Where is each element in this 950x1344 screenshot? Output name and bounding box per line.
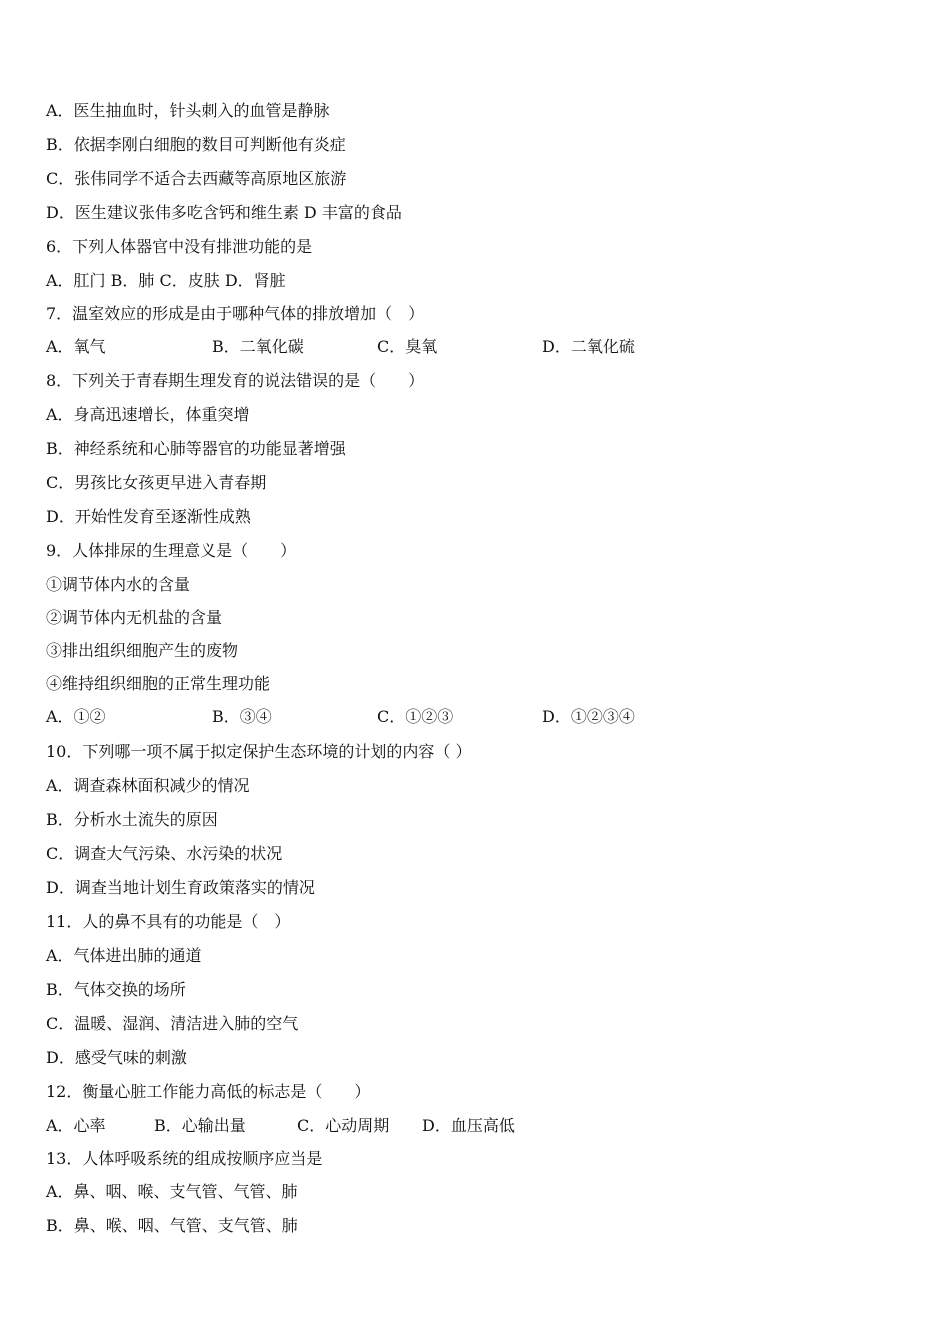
q12-option-d: D．血压高低 [422,1116,515,1135]
q8-option-c: C．男孩比女孩更早进入青春期 [46,473,267,492]
q5-option-b: B．依据李刚白细胞的数目可判断他有炎症 [46,135,346,154]
q6-stem: 6．下列人体器官中没有排泄功能的是 [46,237,313,256]
q12-options [46,1113,906,1139]
q7-options [46,334,906,360]
q9-statement-4: ④维持组织细胞的正常生理功能 [46,674,271,693]
q13-option-a: A．鼻、咽、喉、支气管、气管、肺 [46,1182,298,1201]
q10-option-a: A．调查森林面积减少的情况 [46,776,250,795]
q5-option-d: D．医生建议张伟多吃含钙和维生素 D 丰富的食品 [46,203,402,222]
q10-option-d: D．调查当地计划生育政策落实的情况 [46,878,315,897]
q11-option-b: B．气体交换的场所 [46,980,186,999]
q10-option-b: B．分析水土流失的原因 [46,810,218,829]
q9-option-d: D．①②③④ [542,707,635,726]
q9-statement-1: ①调节体内水的含量 [46,575,191,594]
q11-option-d: D．感受气味的刺激 [46,1048,187,1067]
q9-option-b: B．③④ [212,707,272,726]
q12-stem: 12．衡量心脏工作能力高低的标志是（ ） [46,1082,371,1101]
q11-option-a: A．气体进出肺的通道 [46,946,202,965]
q8-option-d: D．开始性发育至逐渐性成熟 [46,507,251,526]
q8-option-a: A．身高迅速增长，体重突增 [46,405,250,424]
q12-option-a: A．心率 [46,1116,106,1135]
q9-option-c: C．①②③ [377,707,454,726]
q9-stem: 9．人体排尿的生理意义是（ ） [46,541,297,560]
q9-options [46,704,906,730]
q10-stem: 10．下列哪一项不属于拟定保护生态环境的计划的内容（ ） [46,742,472,761]
q8-stem: 8．下列关于青春期生理发育的说法错误的是（ ） [46,371,425,390]
q13-stem: 13．人体呼吸系统的组成按顺序应当是 [46,1149,323,1168]
q11-option-c: C．温暖、湿润、清洁进入肺的空气 [46,1014,299,1033]
q9-statement-2: ②调节体内无机盐的含量 [46,608,223,627]
q10-option-c: C．调查大气污染、水污染的状况 [46,844,283,863]
q7-option-d: D．二氧化硫 [542,337,635,356]
q12-option-c: C．心动周期 [297,1116,390,1135]
q8-option-b: B．神经系统和心肺等器官的功能显著增强 [46,439,346,458]
q7-option-b: B．二氧化碳 [212,337,304,356]
q9-option-a: A．①② [46,707,106,726]
q5-option-a: A．医生抽血时，针头刺入的血管是静脉 [46,101,330,120]
q5-option-c: C．张伟同学不适合去西藏等高原地区旅游 [46,169,347,188]
q7-option-a: A．氧气 [46,337,106,356]
q11-stem: 11．人的鼻不具有的功能是（ ） [46,912,291,931]
q9-statement-3: ③排出组织细胞产生的废物 [46,641,239,660]
q7-option-c: C．臭氧 [377,337,438,356]
q13-option-b: B．鼻、喉、咽、气管、支气管、肺 [46,1216,298,1235]
q7-stem: 7．温室效应的形成是由于哪种气体的排放增加（ ） [46,304,425,323]
q6-options: A．肛门 B．肺 C．皮肤 D．肾脏 [46,271,286,290]
q12-option-b: B．心输出量 [154,1116,246,1135]
